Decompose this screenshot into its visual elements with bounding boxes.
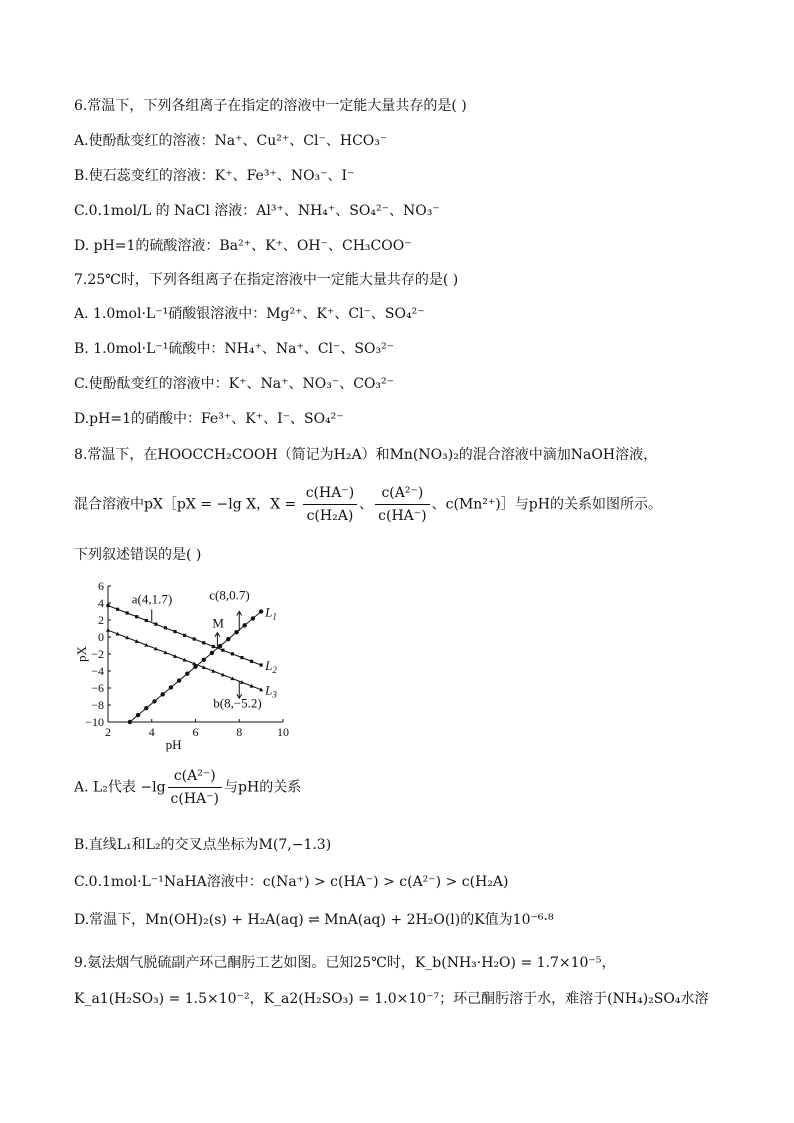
q7-option-a: A. 1.0mol·L⁻¹硝酸银溶液中：Mg²⁺、K⁺、Cl⁻、SO₄²⁻: [74, 306, 425, 322]
q8-stem-post: 、c(Mn²⁺)］与pH的关系如图所示。: [431, 496, 662, 513]
data-point: [226, 637, 230, 641]
data-point: [154, 623, 157, 626]
series-label-letter: L: [265, 604, 273, 620]
separator: 、: [359, 496, 374, 513]
data-point: [218, 644, 222, 648]
y-tick-label: −8: [91, 698, 104, 712]
q8-option-d: D.常温下，Mn(OH)₂(s) + H₂A(aq) ⇌ MnA(aq) + 2H₂O(l)的K值为10⁻⁶·⁸: [74, 912, 554, 928]
data-point: [202, 658, 206, 662]
q7-option-d: D.pH=1的硝酸中：Fe³⁺、K⁺、I⁻、SO₄²⁻: [74, 411, 344, 427]
q6-option-b: B.使石蕊变红的溶液：K⁺、Fe³⁺、NO₃⁻、I⁻: [74, 168, 355, 184]
data-point: [145, 619, 148, 622]
x-tick-label: 10: [277, 725, 289, 739]
data-point: [144, 706, 148, 710]
x-tick-label: 2: [105, 725, 111, 739]
y-tick-label: −4: [91, 664, 104, 678]
q8-option-a-post: 与pH的关系: [224, 779, 302, 796]
fraction-denominator: c(H₂A): [306, 508, 354, 524]
fraction-denominator: c(HA⁻): [378, 508, 427, 524]
data-point: [212, 645, 215, 648]
fraction-numerator: c(A²⁻): [375, 482, 429, 505]
data-point: [128, 720, 132, 724]
y-tick-label: −10: [85, 715, 104, 729]
annotation-label: c(8,0.7): [209, 587, 250, 603]
data-point: [250, 660, 253, 663]
q8-stem-line1: 8.常温下，在HOOCCH₂COOH（简记为H₂A）和Mn(NO₃)₂的混合溶液中滴加NaOH溶液，: [74, 447, 658, 463]
q8-stem-line3: 下列叙述错误的是( ): [74, 547, 202, 563]
data-point: [135, 615, 138, 618]
annotation-label: M: [212, 615, 224, 631]
data-point: [160, 692, 164, 696]
data-point: [183, 634, 186, 637]
y-tick-label: 2: [98, 613, 104, 627]
px-ph-chart: [74, 579, 308, 756]
data-point: [106, 628, 110, 632]
q8-stem-line2: [74, 482, 662, 527]
q6-option-a: A.使酚酞变红的溶液：Na⁺、Cu²⁺、Cl⁻、HCO₃⁻: [74, 133, 388, 149]
series-label-l2: [264, 658, 277, 675]
data-point: [260, 663, 263, 666]
data-point: [126, 611, 129, 614]
data-point: [243, 623, 247, 627]
series-label-letter: L: [265, 658, 273, 674]
ratio-a-ha: [375, 482, 429, 527]
data-point: [152, 699, 156, 703]
fraction-denominator: c(HA⁻): [170, 791, 220, 807]
data-point: [177, 678, 181, 682]
q8-option-a: [74, 765, 301, 810]
chart-ticks: [74, 579, 289, 752]
fraction-numerator: c(HA⁻): [303, 482, 357, 505]
annotation-label: b(8,−5.2): [213, 695, 262, 711]
data-point: [221, 649, 224, 652]
series-label-index: 2: [272, 665, 277, 676]
series-label-l3: [264, 683, 277, 700]
q6-stem: 6.常温下，下列各组离子在指定的溶液中一定能大量共存的是( ): [74, 98, 467, 114]
data-point: [231, 652, 234, 655]
x-tick-label: 4: [148, 725, 155, 739]
q8-option-c: C.0.1mol·L⁻¹NaHA溶液中：c(Na⁺) > c(HA⁻) > c(A²⁻) > c(H₂A): [74, 874, 509, 890]
annotation-label: a(4,1.7): [131, 591, 173, 607]
y-tick-label: −6: [91, 681, 104, 695]
data-point: [210, 651, 214, 655]
y-tick-label: 4: [98, 596, 104, 610]
fraction-numerator: c(A²⁻): [168, 765, 222, 788]
data-point: [164, 626, 167, 629]
q7-option-c: C.使酚酞变红的溶液中：K⁺、Na⁺、NO₃⁻、CO₃²⁻: [74, 376, 395, 392]
y-axis-label: pX: [74, 646, 89, 662]
ratio-ha-h2a: [303, 482, 357, 527]
y-tick-label: −2: [91, 647, 104, 661]
q7-stem: 7.25℃时，下列各组离子在指定溶液中一定能大量共存的是( ): [74, 272, 459, 288]
y-tick-label: 0: [98, 630, 104, 644]
q9-stem-line2: K_a1(H₂SO₃) = 1.5×10⁻²，K_a2(H₂SO₃) = 1.0×10⁻⁷；环己酮肟溶于水，难溶于(NH₄)₂SO₄水溶: [74, 991, 709, 1007]
series-label-index: 3: [272, 689, 277, 700]
q8-option-a-pre: A. L₂代表 −lg: [74, 779, 166, 796]
data-point: [185, 671, 189, 675]
x-tick-label: 6: [192, 725, 199, 739]
y-tick-label: 6: [98, 579, 104, 593]
q6-option-c: C.0.1mol/L 的 NaCl 溶液：Al³⁺、NH₄⁺、SO₄²⁻、NO₃⁻: [74, 203, 440, 219]
chart-annotations: [132, 588, 262, 711]
ratio-a-ha-option: [168, 765, 222, 810]
data-point: [240, 656, 243, 659]
data-point: [193, 637, 196, 640]
q7-option-b: B. 1.0mol·L⁻¹硫酸中：NH₄⁺、Na⁺、Cl⁻、SO₃²⁻: [74, 341, 395, 357]
x-tick-label: 8: [236, 725, 243, 739]
q9-stem-line1: 9.氨法烟气脱硫副产环己酮肟工艺如图。已知25℃时，K_b(NH₃·H₂O) = 1.7×10⁻⁵，: [74, 955, 616, 971]
data-point: [106, 604, 109, 607]
q6-option-d: D. pH=1的硫酸溶液：Ba²⁺、K⁺、OH⁻、CH₃COO⁻: [74, 238, 412, 254]
data-point: [259, 609, 263, 613]
data-point: [173, 630, 176, 633]
data-point: [251, 616, 255, 620]
data-point: [116, 608, 119, 611]
data-point: [234, 630, 238, 634]
x-axis-label: pH: [165, 737, 182, 752]
series-label-index: 1: [272, 611, 277, 622]
q8-option-b: B.直线L₁和L₂的交叉点坐标为M(7,−1.3): [74, 837, 332, 853]
data-point: [136, 713, 140, 717]
q8-stem-pre: 混合溶液中pX［pX = −lg X，X =: [74, 496, 301, 513]
series-label-l1: [264, 605, 277, 622]
data-point: [169, 685, 173, 689]
data-point: [202, 641, 205, 644]
series-label-letter: L: [265, 682, 273, 698]
